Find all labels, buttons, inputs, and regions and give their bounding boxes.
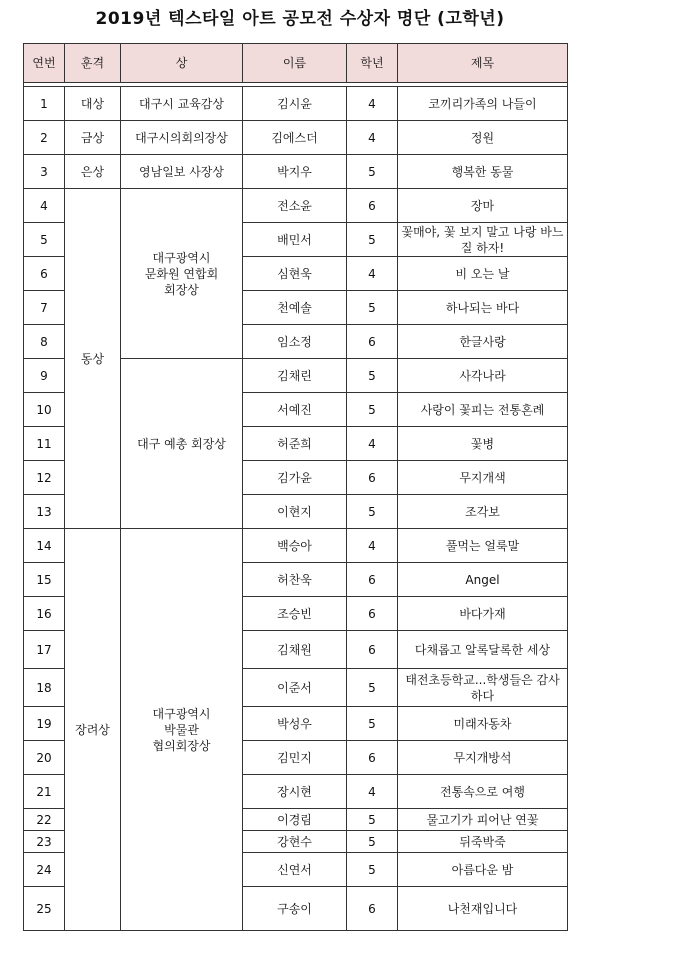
work-title-cell: 비 오는 날 <box>398 257 568 291</box>
row-number: 24 <box>24 853 65 887</box>
row-number: 17 <box>24 631 65 669</box>
table-row <box>24 87 568 121</box>
row-number: 10 <box>24 393 65 427</box>
award-cell-group: 대구광역시 문화원 연합회 회장상 <box>121 189 243 359</box>
grade-cell: 5 <box>347 155 398 189</box>
table-row <box>24 529 568 563</box>
awards-table <box>23 43 568 931</box>
row-number: 6 <box>24 257 65 291</box>
name-cell: 김채린 <box>243 359 347 393</box>
row-number: 2 <box>24 121 65 155</box>
rank-cell-group: 장려상 <box>65 529 121 931</box>
work-title-cell: 나천재입니다 <box>398 887 568 931</box>
work-title-cell: 사랑이 꽃피는 전통혼례 <box>398 393 568 427</box>
table-row <box>24 121 568 155</box>
row-number: 14 <box>24 529 65 563</box>
work-title-cell: 미래자동차 <box>398 707 568 741</box>
table-row <box>24 155 568 189</box>
name-cell: 조승빈 <box>243 597 347 631</box>
row-number: 8 <box>24 325 65 359</box>
grade-cell: 5 <box>347 359 398 393</box>
work-title-cell: 정원 <box>398 121 568 155</box>
name-cell: 이현지 <box>243 495 347 529</box>
award-cell: 대구시의회의장상 <box>121 121 243 155</box>
name-cell: 배민서 <box>243 223 347 257</box>
rank-cell: 대상 <box>65 87 121 121</box>
header-award: 상 <box>121 44 243 83</box>
work-title-cell: 태전초등학교...학생들은 감사하다 <box>398 669 568 707</box>
work-title-cell: 뒤죽박죽 <box>398 831 568 853</box>
header-no: 연번 <box>24 44 65 83</box>
grade-cell: 6 <box>347 887 398 931</box>
award-cell-group: 대구광역시 박물관 협의회장상 <box>121 529 243 931</box>
work-title-cell: 풀먹는 얼룩말 <box>398 529 568 563</box>
row-number: 12 <box>24 461 65 495</box>
name-cell: 이경림 <box>243 809 347 831</box>
grade-cell: 6 <box>347 189 398 223</box>
row-number: 19 <box>24 707 65 741</box>
work-title-cell: 한글사랑 <box>398 325 568 359</box>
header-row <box>24 44 568 83</box>
row-number: 1 <box>24 87 65 121</box>
award-cell-group: 대구 예총 회장상 <box>121 359 243 529</box>
name-cell: 김민지 <box>243 741 347 775</box>
grade-cell: 5 <box>347 707 398 741</box>
rank-cell: 금상 <box>65 121 121 155</box>
work-title-cell: 물고기가 피어난 연꽃 <box>398 809 568 831</box>
row-number: 18 <box>24 669 65 707</box>
grade-cell: 6 <box>347 563 398 597</box>
grade-cell: 6 <box>347 325 398 359</box>
work-title-cell: 아름다운 밤 <box>398 853 568 887</box>
header-name: 이름 <box>243 44 347 83</box>
header-rank: 훈격 <box>65 44 121 83</box>
work-title-cell: 무지개색 <box>398 461 568 495</box>
name-cell: 이준서 <box>243 669 347 707</box>
work-title-cell: 바다가재 <box>398 597 568 631</box>
row-number: 5 <box>24 223 65 257</box>
grade-cell: 5 <box>347 393 398 427</box>
work-title-cell: 하나되는 바다 <box>398 291 568 325</box>
grade-cell: 5 <box>347 669 398 707</box>
award-cell: 대구시 교육감상 <box>121 87 243 121</box>
header-work: 제목 <box>398 44 568 83</box>
grade-cell: 4 <box>347 121 398 155</box>
name-cell: 김에스더 <box>243 121 347 155</box>
grade-cell: 5 <box>347 809 398 831</box>
name-cell: 심현욱 <box>243 257 347 291</box>
name-cell: 김가윤 <box>243 461 347 495</box>
row-number: 13 <box>24 495 65 529</box>
grade-cell: 6 <box>347 631 398 669</box>
grade-cell: 5 <box>347 853 398 887</box>
row-number: 20 <box>24 741 65 775</box>
work-title-cell: 다채롭고 알록달록한 세상 <box>398 631 568 669</box>
grade-cell: 4 <box>347 775 398 809</box>
grade-cell: 5 <box>347 495 398 529</box>
work-title-cell: 장마 <box>398 189 568 223</box>
name-cell: 전소윤 <box>243 189 347 223</box>
work-title-cell: 무지개방석 <box>398 741 568 775</box>
work-title-cell: 전통속으로 여행 <box>398 775 568 809</box>
rank-cell-group: 동상 <box>65 189 121 529</box>
name-cell: 박성우 <box>243 707 347 741</box>
work-title-cell: 사각나라 <box>398 359 568 393</box>
work-title-cell: 코끼리가족의 나들이 <box>398 87 568 121</box>
name-cell: 천예솔 <box>243 291 347 325</box>
row-number: 25 <box>24 887 65 931</box>
table-row <box>24 189 568 223</box>
row-number: 11 <box>24 427 65 461</box>
award-cell: 영남일보 사장상 <box>121 155 243 189</box>
row-number: 7 <box>24 291 65 325</box>
grade-cell: 4 <box>347 529 398 563</box>
grade-cell: 6 <box>347 741 398 775</box>
grade-cell: 5 <box>347 291 398 325</box>
work-title-cell: Angel <box>398 563 568 597</box>
row-number: 3 <box>24 155 65 189</box>
grade-cell: 6 <box>347 461 398 495</box>
work-title-cell: 조각보 <box>398 495 568 529</box>
work-title-cell: 꽃병 <box>398 427 568 461</box>
row-number: 23 <box>24 831 65 853</box>
row-number: 21 <box>24 775 65 809</box>
grade-cell: 6 <box>347 597 398 631</box>
name-cell: 박지우 <box>243 155 347 189</box>
grade-cell: 4 <box>347 87 398 121</box>
grade-cell: 5 <box>347 223 398 257</box>
grade-cell: 4 <box>347 427 398 461</box>
name-cell: 강현수 <box>243 831 347 853</box>
table-body <box>24 83 568 931</box>
name-cell: 백승아 <box>243 529 347 563</box>
row-number: 16 <box>24 597 65 631</box>
name-cell: 허찬욱 <box>243 563 347 597</box>
name-cell: 허준희 <box>243 427 347 461</box>
name-cell: 신연서 <box>243 853 347 887</box>
name-cell: 임소정 <box>243 325 347 359</box>
row-number: 9 <box>24 359 65 393</box>
rank-cell: 은상 <box>65 155 121 189</box>
name-cell: 장시현 <box>243 775 347 809</box>
row-number: 15 <box>24 563 65 597</box>
work-title-cell: 행복한 동물 <box>398 155 568 189</box>
name-cell: 서예진 <box>243 393 347 427</box>
grade-cell: 4 <box>347 257 398 291</box>
row-number: 22 <box>24 809 65 831</box>
name-cell: 김채원 <box>243 631 347 669</box>
name-cell: 구송이 <box>243 887 347 931</box>
grade-cell: 5 <box>347 831 398 853</box>
name-cell: 김시윤 <box>243 87 347 121</box>
page-title: 2019년 텍스타일 아트 공모전 수상자 명단 (고학년) <box>95 9 505 29</box>
work-title-cell: 꽃매야, 꽃 보지 말고 나랑 바느질 하자! <box>398 223 568 257</box>
header-grade: 학년 <box>347 44 398 83</box>
row-number: 4 <box>24 189 65 223</box>
